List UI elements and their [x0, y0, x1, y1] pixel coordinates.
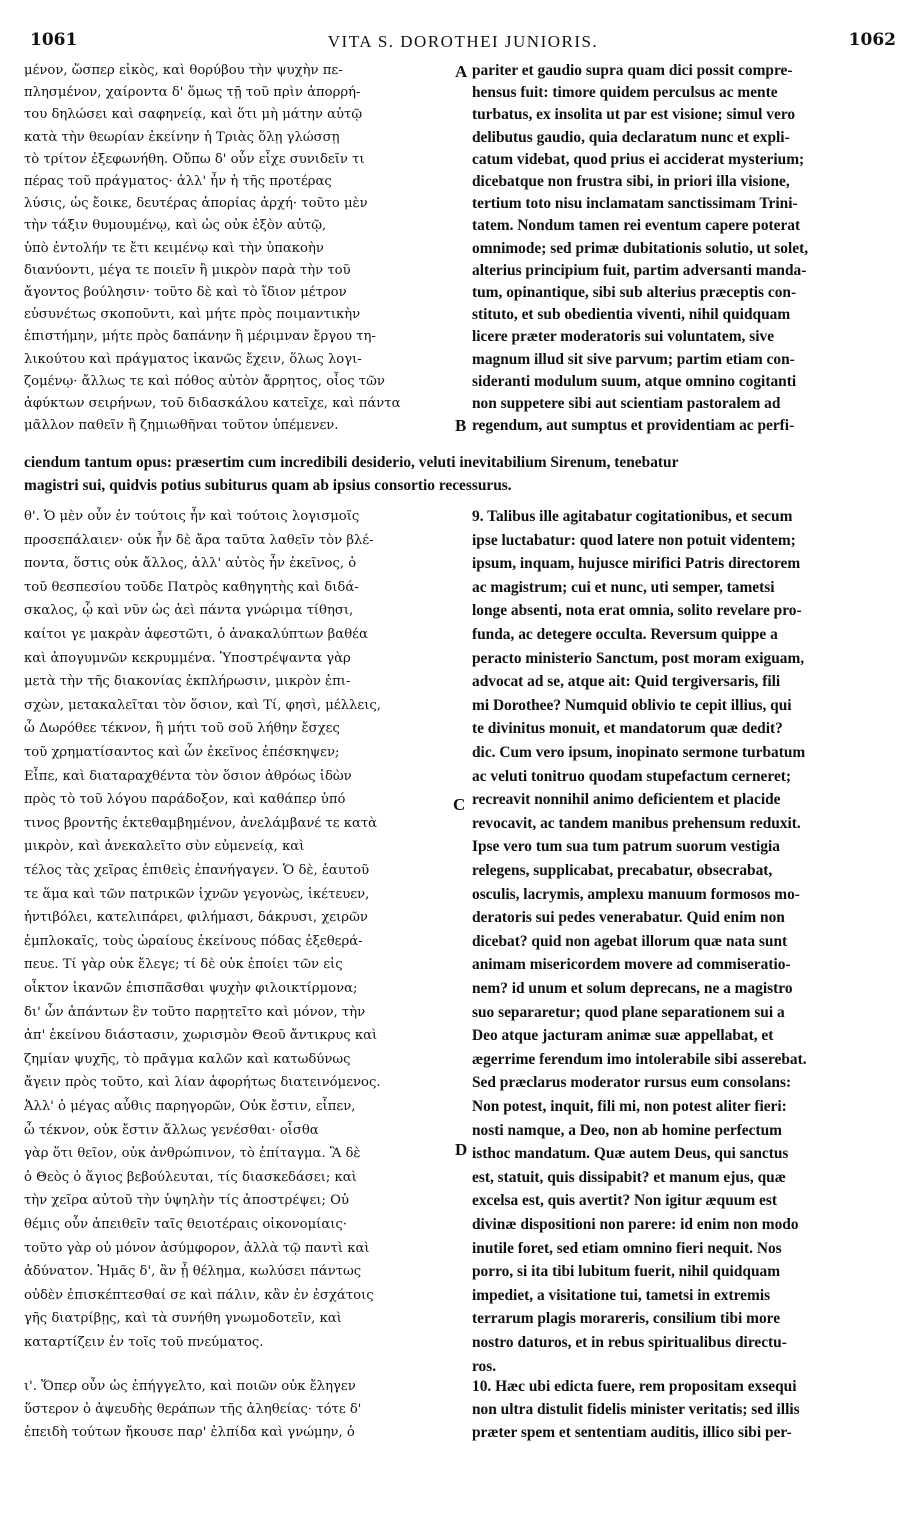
section-marker-c: C	[453, 795, 466, 814]
text-line: sideranti modulum suum, atque omnino cogitanti	[472, 372, 797, 390]
text-line: divinæ dispositioni non parere: id enim non modo	[472, 1216, 799, 1233]
text-line: suo separaretur; quod plane separationem sui a	[472, 1003, 785, 1021]
text-line: longe absenti, nota erat omnia, solito revelare pro-	[472, 602, 802, 620]
text-line: τε ἅμα καὶ τῶν πατρικῶν ἰχνῶν γεγονὼς, ἱκέτευεν,	[24, 886, 370, 902]
text-line: Non potest, inquit, fili mi, non potest aliter fieri:	[472, 1098, 787, 1115]
text-line: ποντα, ὅστις οὐκ ἄλλος, ἀλλ' αὐτὸς ἦν ἐκεῖνος, ὁ	[24, 556, 357, 572]
text-line: delibutus gaudio, quia declaratum nunc et expli-	[472, 128, 790, 146]
text-line: ipsum, inquam, hujusce mirifici Patris directorem	[472, 555, 801, 573]
text-line: revocavit, ac tandem manibus prehensum reduxit.	[472, 814, 801, 832]
text-line: ros.	[472, 1357, 497, 1375]
text-line: ipse luctabatur: quod latere non potuit videntem;	[472, 531, 796, 549]
text-line: τοῦτο γὰρ οὐ μόνον ἀσύμφορον, ἀλλὰ τῷ παντὶ καὶ	[24, 1240, 370, 1256]
text-line: Deo atque jacturam animæ suæ appellabat, et	[472, 1027, 774, 1045]
text-line: προσεπάλαιεν· οὐκ ἦν δὲ ἄρα ταῦτα λαθεῖν τὸν βλέ-	[24, 532, 374, 548]
text-line: πευε. Τί γὰρ οὐκ ἔλεγε; τί δὲ οὐκ ἐποίει τῶν εἰς	[24, 957, 343, 973]
text-line: τὴν χεῖρα αὐτοῦ τὴν ὑψηλὴν τίς ἀποστρέψει; Οὐ	[24, 1193, 349, 1209]
text-line: μετὰ τὴν τῆς διακονίας ἐκπλήρωσιν, μικρὸν ἐπι-	[24, 674, 351, 690]
text-line: γῆς διατρίβῃς, καὶ τὰ συνήθη γνωμοδοτεῖν, καὶ	[24, 1311, 342, 1327]
text-line: δι' ὧν ἁπάντων ἓν τοῦτο παρῃτεῖτο καὶ μόνον, τὴν	[24, 1004, 366, 1020]
text-line: ἀφύκτων σειρήνων, τοῦ διδασκάλου κατεῖχε, καὶ πάντα	[24, 396, 401, 411]
text-line: καταρτίζειν ἐν τοῖς τοῦ πνεύματος.	[24, 1335, 264, 1350]
running-header	[30, 30, 896, 54]
text-line: τοῦ χρηματίσαντος καὶ ὧν ἐκεῖνος ἐπέσκηψεν;	[24, 745, 340, 760]
text-line: πλησμένον, χαίροντα δ' ὅμως τῇ τοῦ πρὶν ἀπορρή-	[24, 85, 361, 101]
text-line: ἐπειδὴ τούτων ἤκουσε παρ' ἐλπίδα καὶ γνώμην, ὁ	[24, 1425, 355, 1440]
text-line: ἀδύνατον. Ἡμᾶς δ', ἂν ᾖ θέλημα, κωλύσει πάντως	[24, 1264, 362, 1280]
text-line: γὰρ ὅτι θεῖον, οὐκ ἀνθρώπινον, τὸ ἐπίταγμα. Ἃ δὲ	[24, 1146, 361, 1162]
text-line: magnum illud sit sive parvum; partim etiam con-	[472, 350, 795, 368]
text-line: τέλος τὰς χεῖρας ἐπιθεὶς ἐπανήγαγεν. Ὁ δὲ, ἑαυτοῦ	[24, 863, 370, 878]
full-width-line: magistri sui, quidvis potius subiturus quam ab ipsius consortio recessurus.	[24, 477, 512, 494]
text-line: tum, opinantique, sibi sub alterius præceptis con-	[472, 284, 797, 301]
text-line: μᾶλλον παθεῖν ἢ ζημιωθῆναι τοῦτον ὑπέμενεν.	[24, 418, 339, 434]
text-line: tertium toto nisu inclamatam sanctissimam Trini-	[472, 195, 798, 213]
text-line: catum videbat, quod prius ei acciderat mysterium;	[472, 150, 805, 168]
text-line: præter spem et sententiam auditis, illico sibi per-	[472, 1424, 792, 1441]
text-line: Ἀλλ' ὁ μέγας αὖθις παρηγορῶν, Οὐκ ἔστιν, εἶπεν,	[24, 1099, 356, 1114]
text-line: isthoc mandatum. Quæ autem Deus, qui sanctus	[472, 1145, 789, 1163]
text-line: ὕστερον ὁ ἀψευδὴς θεράπων τῆς ἀληθείας· τότε δ'	[24, 1402, 362, 1417]
text-line: deratoris sui pedes venerabatur. Quid enim non	[472, 909, 785, 927]
text-line: turbatus, ex insolita ut par est visione; simul vero	[472, 106, 796, 124]
text-line: κατὰ τὴν θεωρίαν ἐκείνην ἡ Τριὰς ὅλῃ γλώσσῃ	[24, 129, 340, 145]
text-line: te divinitus monuit, et mandatorum quæ dedit?	[472, 720, 783, 738]
text-line: ac veluti tonitruo quodam stupefactum cerneret;	[472, 767, 792, 785]
text-line: est, statuit, quis dissipabit? et manum ejus, quæ	[472, 1168, 786, 1186]
text-line: ἀπ' ἐκείνου διάστασιν, χωρισμὸν Θεοῦ ἄντικρυς καὶ	[24, 1028, 378, 1044]
text-line: τοῦ θεσπεσίου τοῦδε Πατρὸς καθηγητὴς καὶ διδά-	[24, 579, 359, 595]
text-line: μικρὸν, καὶ ἀνεκαλεῖτο σὺν εὐμενείᾳ, καὶ	[24, 839, 305, 855]
section-marker-b: B	[455, 416, 467, 435]
text-line: pariter et gaudio supra quam dici possit compre-	[472, 62, 793, 79]
page-number-right: 1062	[848, 30, 896, 50]
text-line: ὁ Θεὸς ὁ ἅγιος βεβούλευται, τίς διασκεδάσει; καὶ	[24, 1169, 357, 1185]
text-line: ἄγοντος βούλησιν· τοῦτο δὲ καὶ τὸ ἴδιον μέτρον	[24, 285, 347, 300]
text-line: osculis, lacrymis, amplexu manuum formosos mo-	[472, 885, 800, 903]
text-line: ὦ Δωρόθεε τέκνον, ἢ μήτι τοῦ σοῦ λήθην ἔσχες	[24, 721, 340, 737]
text-line: ὑπὸ ἐντολήν τε ἔτι κειμένῳ καὶ τὴν ὑπακοὴν	[24, 240, 324, 256]
text-line: funda, ac detegere occulta. Reversum quippe a	[472, 626, 778, 643]
text-line: mi Dorothee? Numquid oblivio te cepit illius, qui	[472, 696, 792, 714]
text-line: καὶ ἀπογυμνῶν κεκρυμμένα. Ὑποστρέψαντα γὰρ	[24, 650, 351, 666]
text-line: θ'. Ὁ μὲν οὖν ἐν τούτοις ἦν καὶ τούτοις λογισμοῖς	[24, 509, 360, 524]
text-line: ἐμπλοκαῖς, τοὺς ὡραίους ἐκείνους πόδας ἐξεθερά-	[24, 933, 363, 949]
text-line: excelsa est, quis avertit? Non igitur æquum est	[472, 1192, 777, 1210]
text-line: ac magistrum; cui et nunc, uti semper, tametsi	[472, 578, 775, 596]
text-line: regendum, aut sumptus et providentiam ac perfi-	[472, 417, 795, 435]
text-line: porro, si ita tibi lubitum fuerit, nihil quidquam	[472, 1263, 781, 1281]
text-line: terrarum plagis morareris, consilium tibi more	[472, 1310, 781, 1328]
text-line: licere præter moderatoris sui voluntatem, sive	[472, 328, 775, 346]
text-line: impediet, a visitatione tui, tametsi in extremis	[472, 1286, 771, 1304]
section-marker-a: A	[455, 62, 468, 81]
text-line: διανύοντι, μέγα τε ποιεῖν ἢ μικρὸν παρὰ τὴν τοῦ	[24, 262, 351, 278]
text-line: σχὼν, μετακαλεῖται τὸν ὅσιον, καὶ Τί, φησὶ, μέλλεις,	[24, 697, 381, 713]
text-line: Εἶπε, καὶ διαταραχθέντα τὸν ὅσιον ἀθρόως ἰδὼν	[24, 768, 352, 784]
text-line: ἠντιβόλει, κατελιπάρει, φιλήμασι, δάκρυσι, χειρῶν	[24, 910, 368, 926]
text-line: ἄγειν πρὸς τοῦτο, καὶ λίαν ἀφορήτως διατεινόμενος.	[24, 1075, 381, 1091]
page-number-left: 1061	[30, 30, 78, 50]
text-line: recreavit nonnihil animo deficientem et placide	[472, 791, 781, 809]
text-line: nosti namque, a Deo, non ab homine perfectum	[472, 1121, 782, 1139]
full-width-line: ciendum tantum opus: præsertim cum incredibili desiderio, veluti inevitabilium Sirenum, tenebatur	[24, 454, 679, 471]
text-line: animam misericordem movere ad commiseratio-	[472, 956, 791, 974]
text-line: 10. Hæc ubi edicta fuere, rem propositam exsequi	[472, 1378, 797, 1395]
text-line: πέρας τοῦ πράγματος· ἀλλ' ἦν ἡ τῆς προτέρας	[24, 174, 332, 189]
section-marker-d: D	[455, 1140, 468, 1159]
text-line: peracto ministerio Sanctum, post moram exiguam,	[472, 649, 805, 667]
text-line: καίτοι γε μακρὰν ἀφεστῶτι, ὁ ἀνακαλύπτων βαθέα	[24, 627, 368, 642]
text-line: του δηλώσει καὶ σαφηνείᾳ, καὶ ὅτι μὴ μάτην αὐτῷ	[24, 107, 363, 123]
text-line: alterius principium fuit, partim adversanti manda-	[472, 261, 807, 279]
text-line: non suppetere sibi aut scientiam pastoralem ad	[472, 395, 781, 412]
text-line: tatem. Nondum tamen rei eventum capere poterat	[472, 217, 801, 235]
text-line: advocat ad se, atque ait: Quid tergiversaris, fili	[472, 673, 781, 691]
text-line: ζομένῳ· ἄλλως τε καὶ πόθος αὐτὸν ἄρρητος, οἷος τῶν	[24, 373, 385, 389]
text-line: nem? id unum et solum deprecans, ne a magistro	[472, 980, 793, 997]
text-line: σκαλος, ᾧ καὶ νῦν ὡς ἀεὶ πάντα γνώριμα τίθησι,	[24, 603, 354, 619]
text-line: hensus fuit: timore quidem perculsus ac mente	[472, 84, 778, 102]
text-line: τινος βροντῆς ἐκτεθαμβημένον, ἀνελάμβανέ τε κατὰ	[24, 815, 378, 831]
text-line: relegens, supplicabat, precabatur, obsecrabat,	[472, 862, 773, 879]
text-line: dicebatque non frustra sibi, in priori illa visione,	[472, 173, 790, 190]
text-line: ὦ τέκνον, οὐκ ἔστιν ἄλλως γενέσθαι· οἶσθα	[24, 1122, 319, 1138]
text-line: stituto, et sub obedientia viventi, nihil quidquam	[472, 306, 791, 324]
text-line: μένον, ὥσπερ εἰκὸς, καὶ θορύβου τὴν ψυχὴν πε-	[24, 63, 343, 78]
text-line: τὸ τρίτον ἐξεφωνήθη. Οὔπω δ' οὖν εἶχε συνιδεῖν τι	[24, 151, 365, 167]
text-line: dicebat? quid non agebat illorum quæ nata sunt	[472, 932, 788, 950]
text-line: non ultra distulit fidelis minister veritatis; sed illis	[472, 1401, 800, 1418]
text-line: nostro daturos, et in rebus spiritualibus directu-	[472, 1334, 787, 1351]
text-line: 9. Talibus ille agitabatur cogitationibus, et secum	[472, 508, 793, 525]
text-line: εὐσυνέτως σκοποῦντι, καὶ μήτε πρὸς ποιμαντικὴν	[24, 307, 361, 323]
page-title: VITA S. DOROTHEI JUNIORIS.	[327, 32, 599, 51]
text-line: ἐπιστήμην, μήτε πρὸς δαπάνην ἢ μέριμναν ἔργου τη-	[24, 329, 376, 345]
text-line: dic. Cum vero ipsum, inopinato sermone turbatum	[472, 744, 806, 761]
text-line: omnimode; sed primæ dubitationis solutio, ut solet,	[472, 239, 809, 257]
text-line: Ipse vero tum sua tum patrum suorum vestigia	[472, 838, 780, 856]
text-line: λύσις, ὡς ἔοικε, δευτέρας ἀπορίας ἀρχή· τοῦτο μὲν	[24, 196, 368, 212]
text-line: Sed præclarus moderator rursus eum consolans:	[472, 1074, 792, 1092]
text-line: οἶκτον ἱκανῶν ἐπισπᾶσθαι ψυχὴν φιλοικτίρμονα;	[24, 981, 358, 996]
text-line: ζημίαν ψυχῆς, τὸ πρᾶγμα καλῶν καὶ κατωδύνως	[24, 1051, 351, 1067]
text-line: πρὸς τὸ τοῦ λόγου παράδοξον, καὶ καθάπερ ὑπό	[24, 792, 346, 808]
text-line: οὐδὲν ἐπισκέπτεσθαί σε καὶ πάλιν, κἂν ἐν ἐσχάτοις	[24, 1287, 374, 1303]
text-line: ægerrime ferendum imo intolerabile sibi asserebat.	[472, 1050, 807, 1068]
text-line: ι'. Ὅπερ οὖν ὡς ἐπήγγελτο, καὶ ποιῶν οὐκ ἔληγεν	[24, 1379, 356, 1394]
text-line: τὴν τάξιν θυμουμένῳ, καὶ ὡς οὐκ ἐξὸν αὐτῷ,	[24, 218, 327, 234]
text-line: θέμις οὖν ἀπειθεῖν ταῖς θειοτέραις οἰκονομίαις·	[24, 1217, 347, 1232]
text-line: λικούτου καὶ πράγματος ἱκανῶς ἔχειν, ὅλως λογι-	[24, 351, 362, 367]
text-line: inutile foret, sed etiam omnino fieri nequit. Nos	[472, 1239, 782, 1257]
